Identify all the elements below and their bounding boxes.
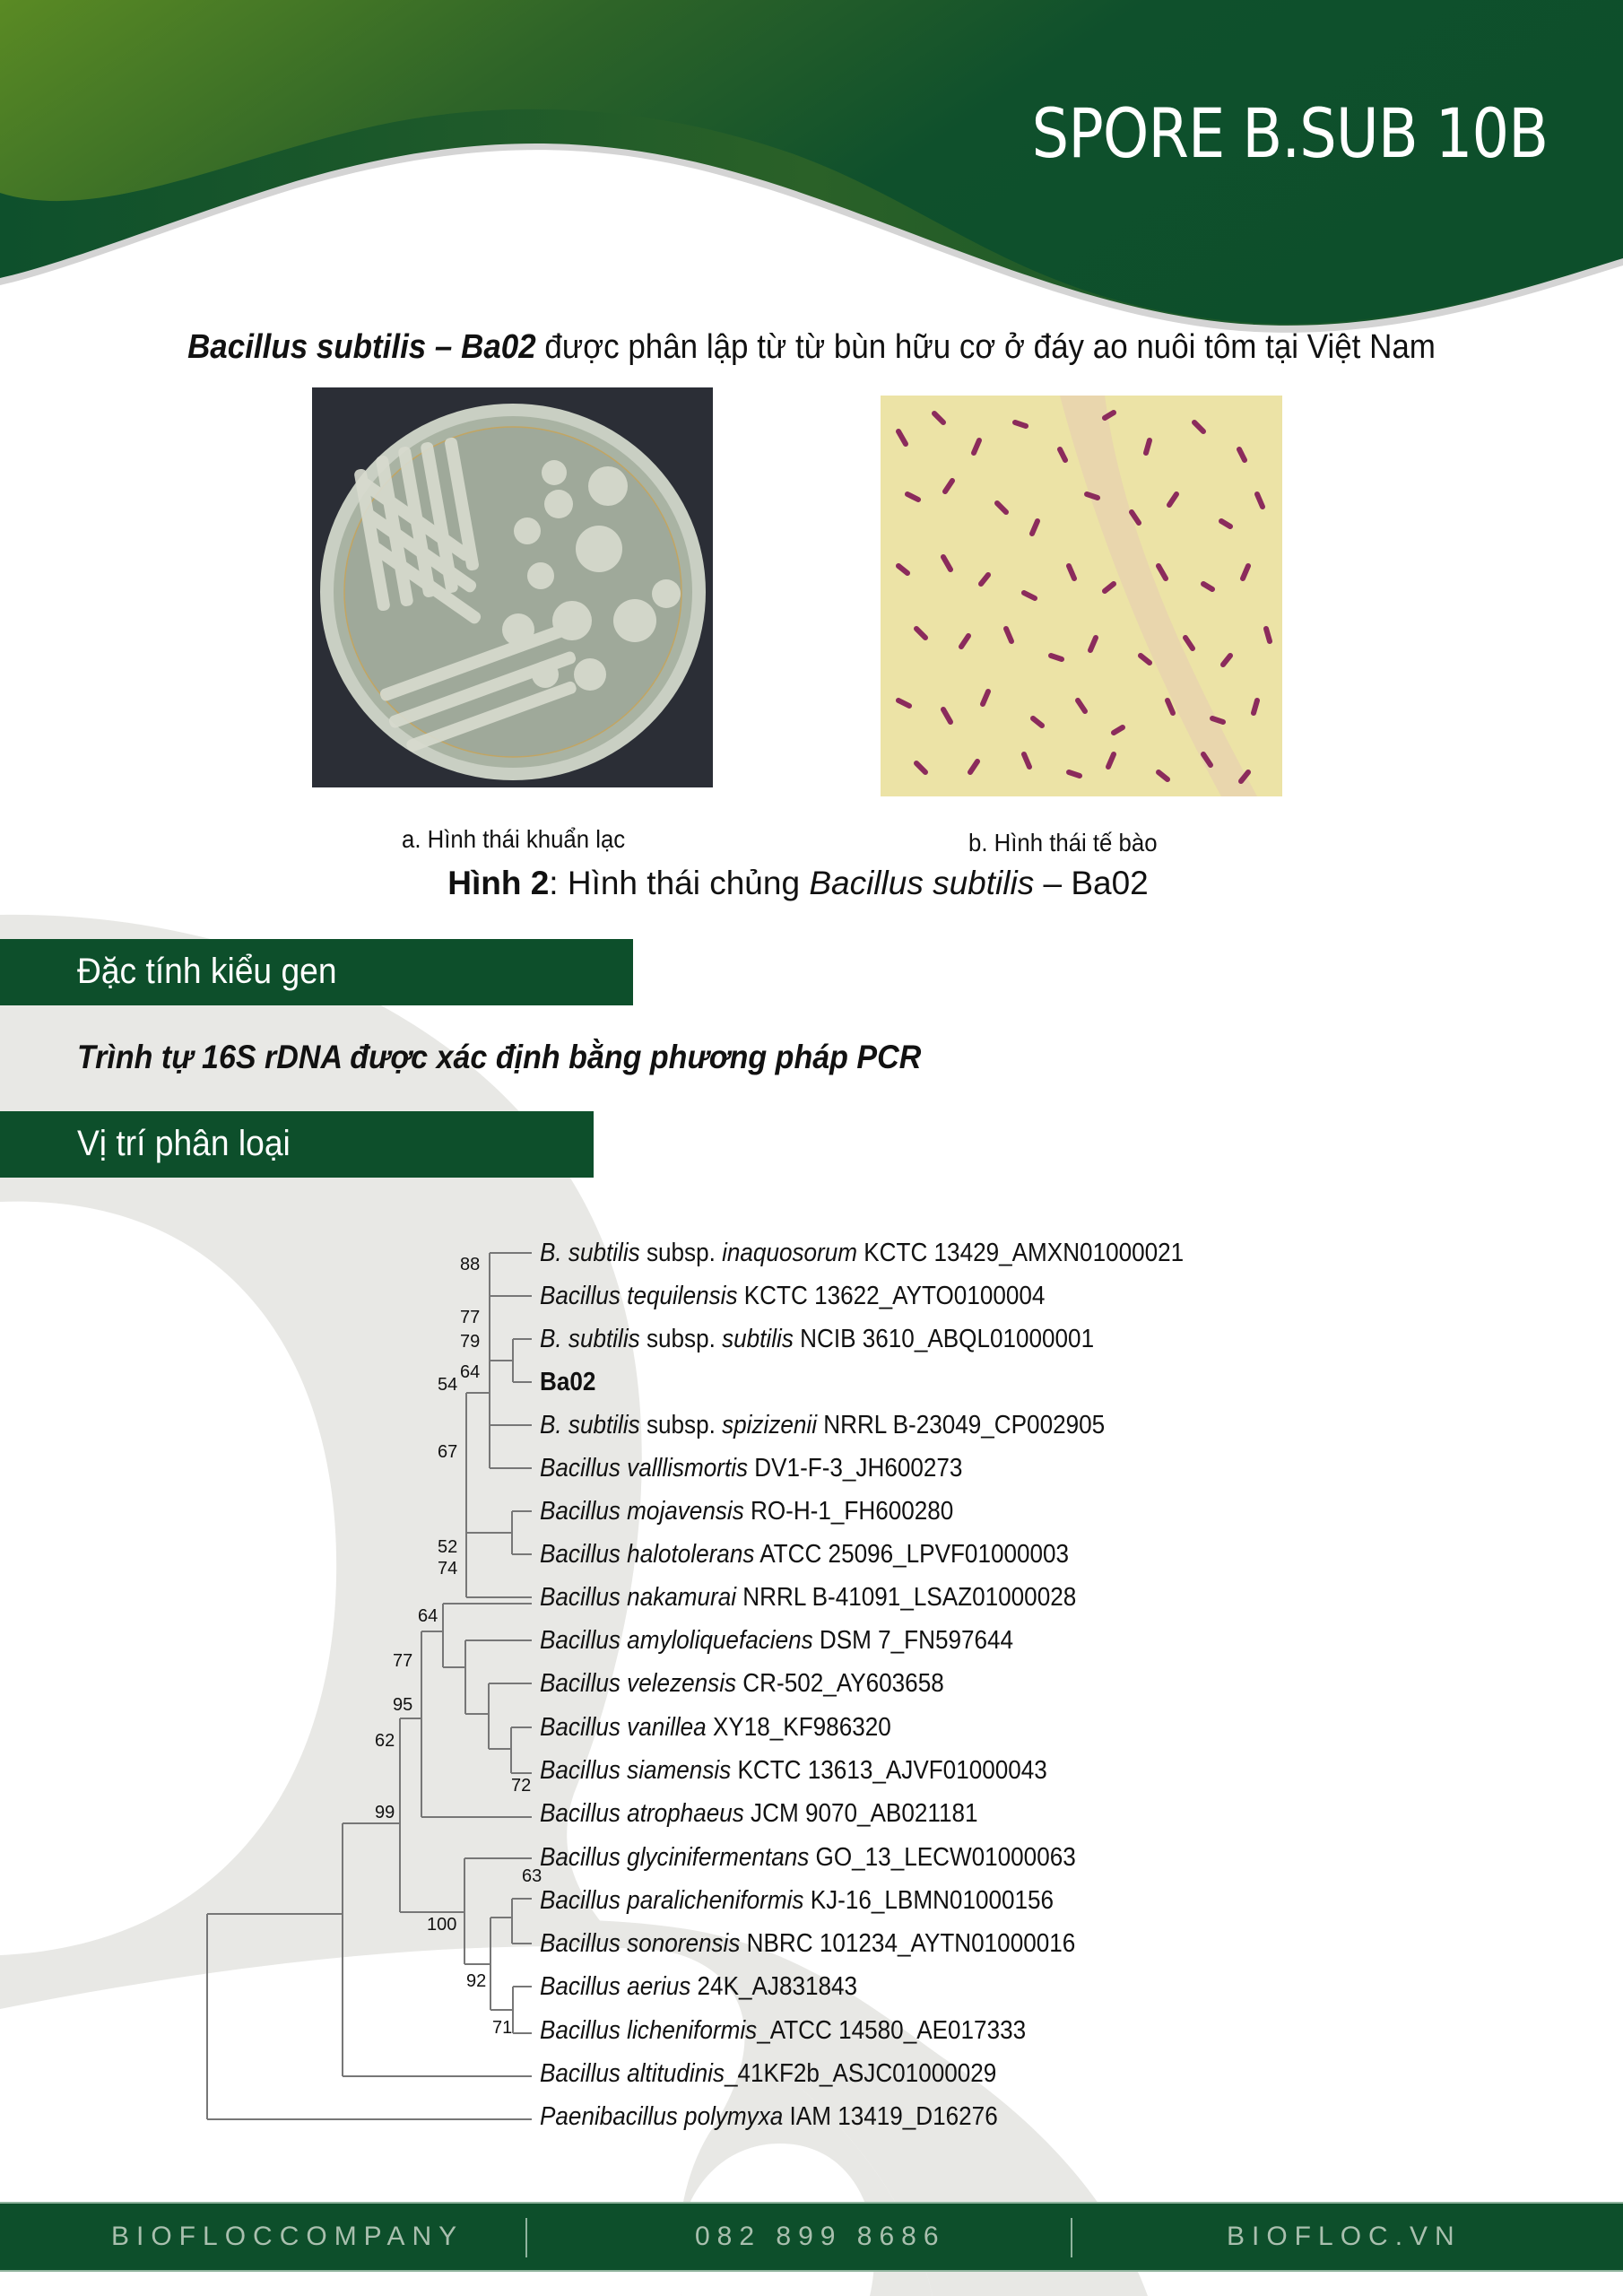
tree-leaf: Bacillus siamensis KCTC 13613_AJVF01000043 (540, 1756, 1047, 1785)
tree-leaf: B. subtilis subsp. spizizenii NRRL B-23049_CP002905 (540, 1411, 1106, 1439)
figure-number: Hình 2 (447, 865, 550, 901)
bootstrap-value: 100 (427, 1915, 457, 1935)
bootstrap-value: 62 (375, 1731, 395, 1751)
section-title-genotype: Đặc tính kiểu gen (77, 952, 337, 991)
bootstrap-value: 54 (438, 1375, 458, 1395)
tree-leaf: Bacillus sonorensis NBRC 101234_AYTN01000016 (540, 1929, 1076, 1958)
tree-leaf: Bacillus amyloliquefaciens DSM 7_FN597644 (540, 1626, 1014, 1655)
tree-leaf: B. subtilis subsp. inaquosorum KCTC 13429_AMXN01000021 (540, 1239, 1185, 1267)
figure-title-suffix: – Ba02 (1034, 865, 1149, 901)
bootstrap-value: 63 (522, 1866, 542, 1886)
bootstrap-value: 71 (492, 2018, 513, 2038)
caption-a: a. Hình thái khuẩn lạc (402, 825, 626, 853)
tree-leaf: Bacillus glycinifermentans GO_13_LECW01000063 (540, 1843, 1076, 1872)
footer-company: BIOFLOCCOMPANY (111, 2222, 464, 2251)
bootstrap-value: 95 (393, 1695, 413, 1715)
tree-leaf: Bacillus valllismortis DV1-F-3_JH600273 (540, 1454, 963, 1483)
bootstrap-value: 74 (438, 1559, 458, 1578)
tree-leaf: Bacillus tequilensis KCTC 13622_AYTO0100004 (540, 1282, 1046, 1310)
tree-leaf: Bacillus velezensis CR-502_AY603658 (540, 1669, 944, 1698)
product-title: SPORE B.SUB 10B (1031, 93, 1548, 173)
tree-leaf: Bacillus halotolerans ATCC 25096_LPVF01000003 (540, 1540, 1070, 1569)
tree-leaf: Paenibacillus polymyxa IAM 13419_D16276 (540, 2102, 998, 2131)
tree-leaf: Bacillus vanillea XY18_KF986320 (540, 1713, 891, 1742)
tree-leaf: Bacillus altitudinis_41KF2b_ASJC01000029 (540, 2059, 997, 2088)
bootstrap-value: 72 (511, 1776, 532, 1796)
footer-bar (0, 2202, 1623, 2272)
footer-divider (525, 2218, 527, 2257)
tree-leaf: Bacillus atrophaeus JCM 9070_AB021181 (540, 1799, 978, 1828)
bootstrap-value: 77 (460, 1308, 481, 1327)
bootstrap-value: 79 (460, 1332, 481, 1352)
figure-title-species: Bacillus subtilis (809, 865, 1035, 901)
bootstrap-value: 92 (466, 1971, 487, 1991)
bootstrap-value: 99 (375, 1803, 395, 1822)
bootstrap-value: 64 (418, 1606, 438, 1626)
bootstrap-value: 88 (460, 1255, 481, 1274)
method-text: Trình tự 16S rDNA được xác định bằng phương pháp PCR (77, 1039, 922, 1075)
intro-description: được phân lập từ từ bùn hữu cơ ở đáy ao nuôi tôm tại Việt Nam (535, 328, 1436, 366)
tree-leaf: Bacillus aerius 24K_AJ831843 (540, 1972, 858, 2001)
tree-leaf: Bacillus paralicheniformis KJ-16_LBMN01000156 (540, 1886, 1055, 1915)
tree-leaf: Bacillus licheniformis_ATCC 14580_AE017333 (540, 2016, 1027, 2045)
bootstrap-value: 77 (393, 1651, 413, 1671)
bootstrap-value: 67 (438, 1442, 458, 1462)
tree-leaf: Bacillus nakamurai NRRL B-41091_LSAZ01000028 (540, 1583, 1077, 1612)
footer-website[interactable]: BIOFLOC.VN (1227, 2222, 1462, 2251)
tree-leaf: Bacillus mojavensis RO-H-1_FH600280 (540, 1497, 954, 1526)
footer-phone[interactable]: 082 899 8686 (695, 2222, 946, 2251)
figure-title-text: : Hình thái chủng (549, 865, 810, 901)
caption-b: b. Hình thái tế bào (968, 829, 1158, 857)
tree-leaf-ba02: Ba02 (540, 1368, 596, 1396)
section-title-taxonomy: Vị trí phân loại (77, 1124, 291, 1163)
bootstrap-value: 64 (460, 1362, 481, 1382)
bootstrap-value: 52 (438, 1537, 458, 1557)
tree-leaf: B. subtilis subsp. subtilis NCIB 3610_ABQL01000001 (540, 1325, 1095, 1353)
strain-name: Bacillus subtilis – Ba02 (187, 328, 536, 366)
footer-divider (1071, 2218, 1072, 2257)
